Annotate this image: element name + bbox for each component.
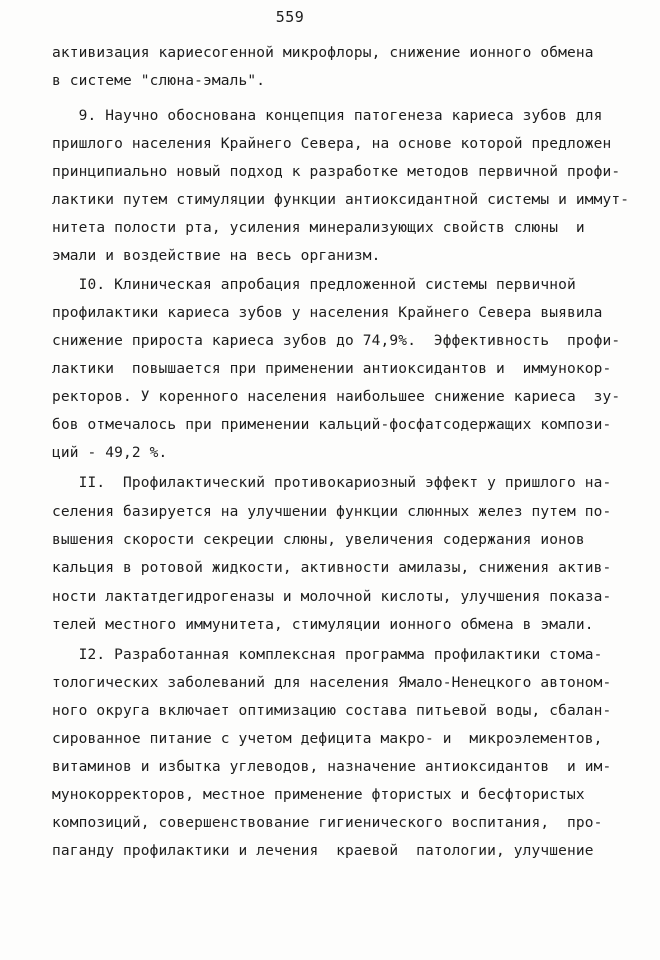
text-line: бов отмечалось при применении кальций-фосфатсодержащих компози- (52, 417, 612, 433)
text-line: I2. Разработанная комплексная программа профилактики стома- (52, 647, 603, 663)
text-line: снижение прироста кариеса зубов до 74,9%. Эффективность профи- (52, 333, 621, 349)
text-line: паганду профилактики и лечения краевой патологии, улучшение (52, 843, 594, 859)
text-line: ций - 49,2 %. (52, 445, 168, 461)
text-line: активизация кариесогенной микрофлоры, снижение ионного обмена (52, 45, 594, 61)
text-line: лактики путем стимуляции функции антиоксидантной системы и иммут- (52, 192, 630, 208)
text-line: вышения скорости секреции слюны, увеличения содержания ионов (52, 532, 585, 548)
text-line: селения базируется на улучшении функции слюнных желез путем по- (52, 504, 612, 520)
text-line: кальция в ротовой жидкости, активности амилазы, снижения актив- (52, 560, 612, 576)
text-line: сированное питание с учетом дефицита макро- и микроэлементов, (52, 731, 603, 747)
text-line: тологических заболеваний для населения Ямало-Ненецкого автоном- (52, 675, 612, 691)
text-line: ности лактатдегидрогеназы и молочной кислоты, улучшения показа- (52, 589, 612, 605)
text-line: профилактики кариеса зубов у населения Крайнего Севера выявила (52, 305, 603, 321)
text-line: композиций, совершенствование гигиенического воспитания, про- (52, 815, 603, 831)
text-line: мунокорректоров, местное применение фтористых и бесфтористых (52, 787, 585, 803)
text-line: витаминов и избытка углеводов, назначение антиоксидантов и им- (52, 759, 612, 775)
text-line: пришлого населения Крайнего Севера, на основе которой предложен (52, 136, 612, 152)
page-number: 559 (275, 8, 305, 26)
text-line: эмали и воздействие на весь организм. (52, 248, 381, 264)
text-line: лактики повышается при применении антиоксидантов и иммунокор- (52, 361, 612, 377)
text-line: принципиально новый подход к разработке методов первичной профи- (52, 164, 621, 180)
text-line: нитета полости рта, усиления минерализующих свойств слюны и (52, 220, 585, 236)
text-line: ректоров. У коренного населения наибольшее снижение кариеса зу- (52, 389, 621, 405)
text-line: I0. Клиническая апробация предложенной системы первичной (52, 277, 576, 293)
text-line: 9. Научно обоснована концепция патогенеза кариеса зубов для (52, 108, 603, 124)
text-line: телей местного иммунитета, стимуляции ионного обмена в эмали. (52, 617, 594, 633)
text-line: II. Профилактический противокариозный эффект у пришлого на- (52, 475, 612, 491)
text-line: ного округа включает оптимизацию состава питьевой воды, сбалан- (52, 703, 612, 719)
text-line: в системе "слюна-эмаль". (52, 73, 266, 89)
